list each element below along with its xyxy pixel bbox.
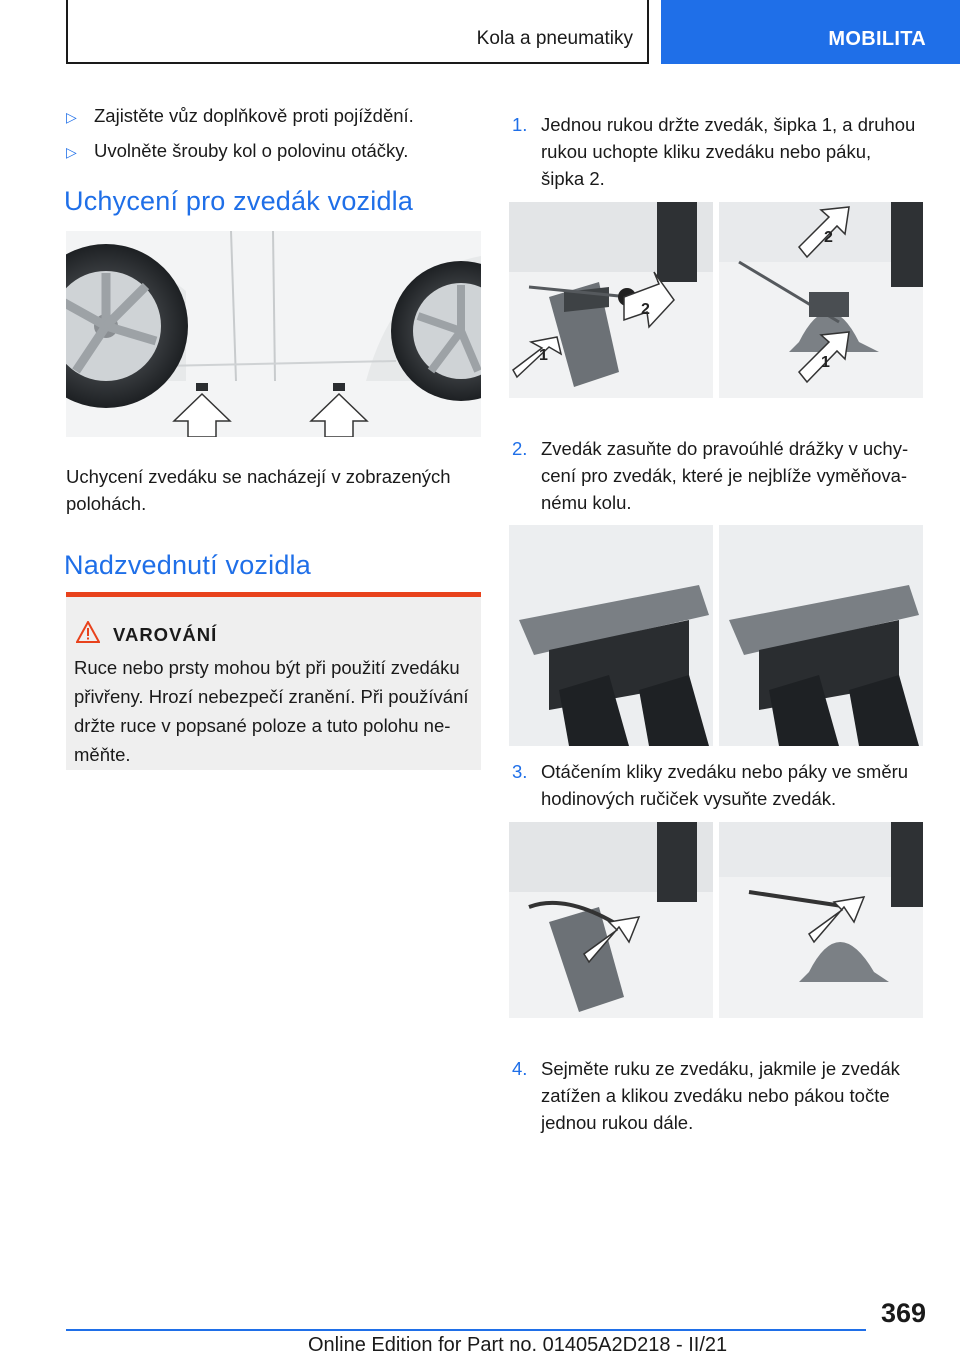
jack-crank-figure (509, 822, 923, 1018)
step-number: 4. (512, 1058, 528, 1079)
jack-slot-figure (509, 525, 923, 746)
footer-divider (66, 1329, 866, 1331)
bullet-item: ▷ Zajistěte vůz doplňkově proti pojíždění. (66, 104, 414, 129)
step-text: Jednou rukou držte zvedák, šipka 1, a druhou rukou uchopte kliku zvedáku nebo páku, šipka 2. (541, 114, 916, 189)
bullet-item: ▷ Uvolněte šrouby kol o polovinu otáčky. (66, 139, 408, 164)
section-heading: Nadzvednutí vozidla (64, 550, 311, 580)
footer-edition: Online Edition for Part no. 01405A2D218 - II/21 (308, 1334, 728, 1356)
warning-text: Ruce nebo prsty mohou být při použití zvedáku přivřeny. Hrozí nebezpečí zranění. Při používání držte ruce v popsané poloze a tuto polohu ne- měňte. (74, 657, 469, 765)
step-number: 1. (512, 114, 528, 135)
arrow-label: 2 (824, 229, 833, 246)
step-text: Zvedák zasuňte do pravoúhlé drážky v uchy- cení pro zvedák, které je nejblíže vyměňova- nému kolu. (541, 438, 909, 513)
warning-title: VAROVÁNÍ (113, 624, 218, 645)
step-number: 2. (512, 438, 528, 459)
jack-hold-figure (509, 202, 923, 398)
section-title: Kola a pneumatiky (476, 28, 633, 49)
arrow-label: 2 (641, 301, 650, 318)
body-paragraph: Uchycení zvedáku se nacházejí v zobrazených polohách. (66, 466, 451, 514)
section-heading: Uchycení pro zvedák vozidla (64, 186, 414, 216)
triangle-bullet-icon: ▷ (66, 144, 77, 160)
page-number: 369 (881, 1298, 927, 1328)
triangle-bullet-icon: ▷ (66, 109, 77, 125)
section-header (66, 0, 649, 64)
chapter-tab[interactable] (661, 0, 960, 64)
step-number: 3. (512, 761, 528, 782)
warning-box (66, 592, 481, 770)
step-text: Sejměte ruku ze zvedáku, jakmile je zvedák zatížen a klikou zvedáku nebo pákou točte jednou rukou dále. (541, 1058, 900, 1133)
chapter-tab-label: MOBILITA (828, 28, 926, 50)
arrow-label: 1 (539, 347, 548, 364)
jacking-points-figure (66, 231, 481, 437)
warning-triangle-icon (76, 621, 100, 648)
arrow-label: 1 (821, 354, 830, 371)
step-text: Otáčením kliky zvedáku nebo páky ve směru hodinových ručiček vysuňte zvedák. (541, 761, 909, 809)
